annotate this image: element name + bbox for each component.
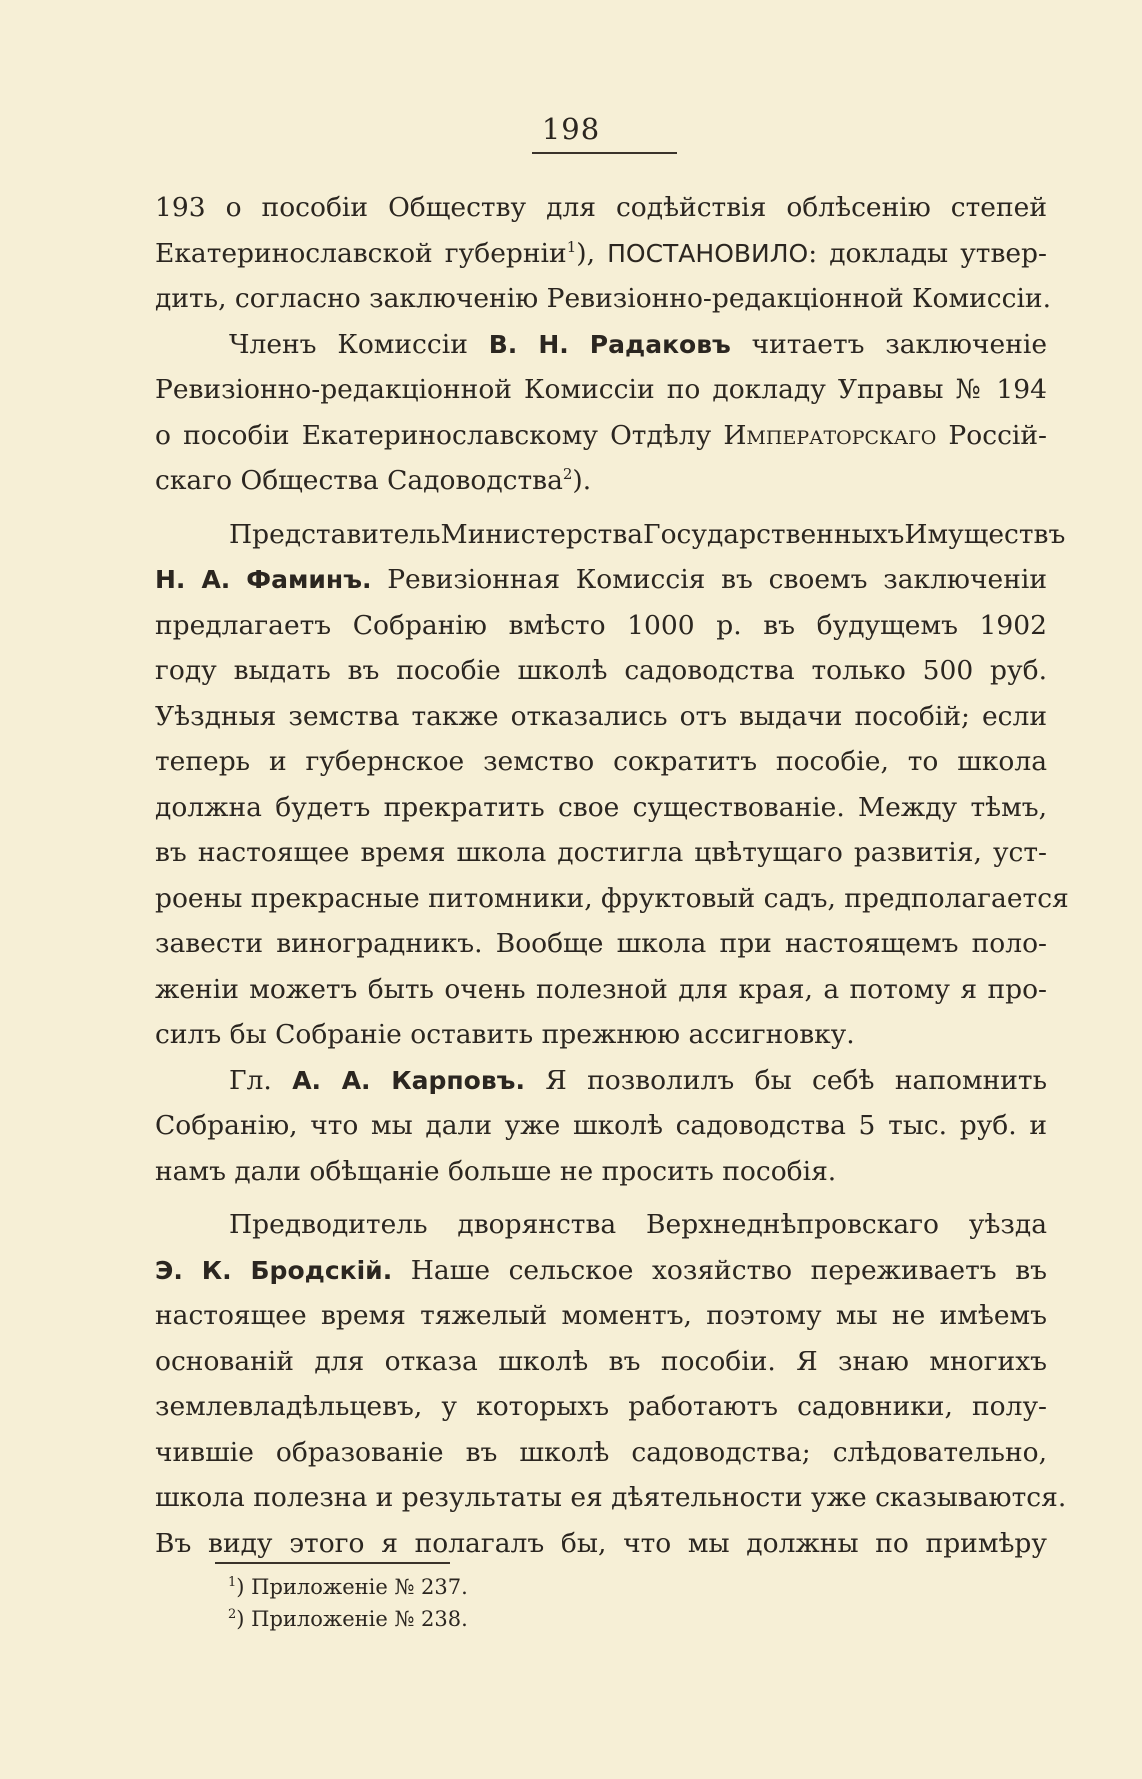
- footnote-mark: 1: [228, 1575, 237, 1590]
- text-line: году выдать въ пособіе школѣ садоводства только 500 руб.: [155, 655, 1047, 686]
- text-line: Екатеринославской губерніи$^1$), ПОСТАНОВИЛО: доклады утвер-: [155, 237, 1047, 269]
- text-line: Э. К. Бродскій. Наше сельское хозяйство переживаетъ въ: [155, 1254, 1047, 1286]
- text-line: Н. А. Фаминъ. Ревизіонная Комиссія въ своемъ заключеніи: [155, 564, 1047, 595]
- text-line: школа полезна и результаты ея дѣятельности уже сказываются.: [155, 1482, 1067, 1513]
- footnote: [228, 1603, 828, 1635]
- speaker-name: В. Н. Радаковъ: [488, 329, 731, 359]
- page-number-rule: [532, 152, 677, 154]
- text-line: Гл. А. А. Карповъ. Я позволилъ бы себѣ напомнить: [229, 1064, 1047, 1096]
- text-line: дить, согласно заключенію Ревизіонно-редакціонной Комиссіи.: [155, 283, 1052, 314]
- text-line: настоящее время тяжелый моментъ, поэтому мы не имѣемъ: [155, 1300, 1047, 1331]
- text-line: Членъ Комиссіи В. Н. Радаковъ читаетъ заключеніе: [229, 328, 1048, 360]
- text-line: должна будетъ прекратить свое существованіе. Между тѣмъ,: [155, 791, 1047, 823]
- text-line: завести виноградникъ. Вообще школа при настоящемъ поло-: [155, 928, 1047, 959]
- footnote-ref: 1: [566, 237, 577, 256]
- footnote-text: ) Приложеніе № 238.: [236, 1607, 468, 1631]
- text-line: женіи можетъ быть очень полезной для края, а потому я про-: [155, 973, 1047, 1005]
- body-text: [155, 185, 1069, 1566]
- text-line: Ревизіонно-редакціонной Комиссіи по докладу Управы № 194: [155, 374, 1047, 405]
- speaker-name: Э. К. Бродскій.: [155, 1255, 393, 1285]
- footnote: [228, 1571, 828, 1603]
- text-line: Въ виду этого я полагалъ бы, что мы должны по примѣру: [155, 1527, 1047, 1559]
- text-line: ПредставительМинистерстваГосударственныхъИмуществъ: [229, 518, 1066, 550]
- text-line: основаній для отказа школѣ въ пособіи. Я знаю многихъ: [155, 1345, 1047, 1377]
- speaker-name: А. А. Карповъ.: [292, 1065, 525, 1095]
- page-number: 198: [541, 112, 601, 146]
- text-line: намъ дали обѣщаніе больше не просить пособія.: [155, 1155, 837, 1187]
- speaker-name: Н. А. Фаминъ.: [155, 565, 372, 594]
- footnote-mark: 2: [228, 1607, 237, 1622]
- text-line: Собранію, что мы дали уже школѣ садоводства 5 тыс. руб. и: [155, 1110, 1047, 1141]
- text-line: предлагаетъ Собранію вмѣсто 1000 р. въ будущемъ 1902: [155, 609, 1047, 641]
- text-line: 193 о пособіи Обществу для содѣйствія облѣсенію степей: [155, 192, 1047, 223]
- text-line: чившіе образованіе въ школѣ садоводства; слѣдовательно,: [155, 1436, 1047, 1468]
- text-line: теперь и губернское земство сократитъ пособіе, то школа: [155, 746, 1047, 777]
- text-line: Предводитель дворянства Верхнеднѣпровскаго уѣзда: [229, 1209, 1047, 1240]
- resolution-word: ПОСТАНОВИЛО: [607, 238, 809, 268]
- text-line: скаго Общества Садоводства$^2$).: [155, 465, 592, 496]
- text-line: роены прекрасные питомники, фруктовый садъ, предполагается: [155, 882, 1069, 914]
- text-line: землевладѣльцевъ, у которыхъ работаютъ садовники, полу-: [155, 1391, 1047, 1422]
- footnotes: [228, 1571, 828, 1635]
- footnote-text: ) Приложеніе № 237.: [236, 1575, 468, 1599]
- text-line: силъ бы Собраніе оставить прежнюю ассигновку.: [155, 1019, 855, 1050]
- text-line: о пособіи Екатеринославскому Отдѣлу Императорскаго Россій-: [155, 419, 1047, 451]
- text-line: Уѣздныя земства также отказались отъ выдачи пособій; если: [155, 700, 1047, 732]
- text-line: въ настоящее время школа достигла цвѣтущаго развитія, уст-: [155, 837, 1047, 868]
- footnote-rule: [215, 1562, 450, 1564]
- footnote-ref: 2: [562, 465, 573, 484]
